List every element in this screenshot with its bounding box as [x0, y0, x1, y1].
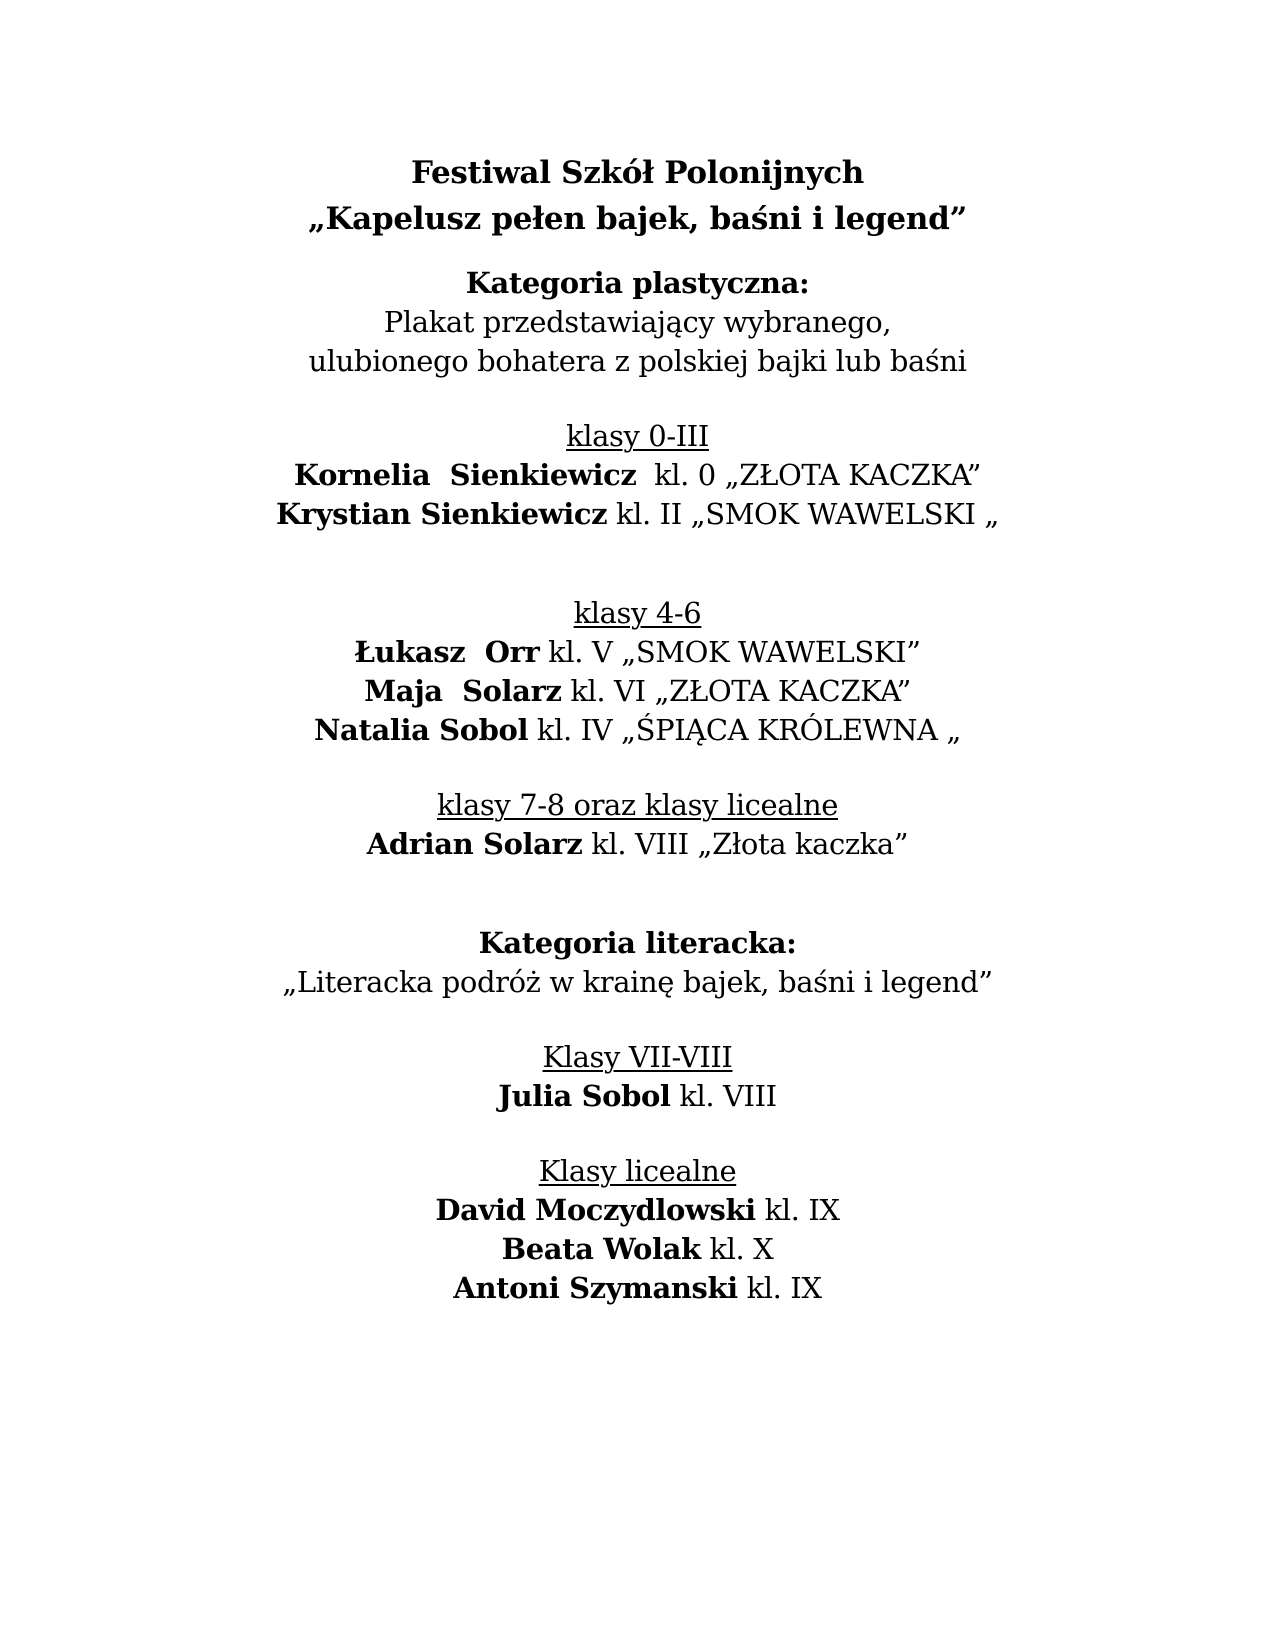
winner-entry: [0, 1191, 1275, 1230]
winner-detail: kl. VIII: [670, 1079, 777, 1113]
plastic-category-heading: Kategoria plastyczna:: [465, 266, 810, 300]
winner-entry: [0, 825, 1275, 864]
festival-subtitle: „Kapelusz pełen bajek, baśni i legend”: [307, 201, 967, 237]
festival-title: Festiwal Szkół Polonijnych: [410, 155, 865, 191]
winner-name: Łukasz Orr: [354, 635, 540, 669]
literary-description: „Literacka podróż w krainę bajek, baśni i legend”: [282, 965, 993, 999]
winner-entry: [0, 456, 1275, 495]
winner-entry: [0, 633, 1275, 672]
winner-entry: [0, 1077, 1275, 1116]
winner-detail: kl. VI „ZŁOTA KACZKA”: [561, 674, 911, 708]
literary-category-heading: Kategoria literacka:: [478, 926, 797, 960]
winner-name: Natalia Sobol: [313, 713, 529, 747]
winner-name: Antoni Szymanski: [453, 1271, 738, 1305]
group-label-vii-viii: Klasy VII-VIII: [542, 1040, 733, 1074]
group-label-lyceum: Klasy licealne: [538, 1154, 737, 1188]
group-label-4-6: klasy 4-6: [573, 596, 702, 630]
winner-entry: [0, 495, 1275, 534]
document-page: [0, 150, 1275, 1308]
winner-detail: kl. II „SMOK WAWELSKI „: [607, 497, 1000, 531]
winner-entry: [0, 1230, 1275, 1269]
winner-name: Krystian Sienkiewicz: [275, 497, 608, 531]
winner-detail: kl. IX: [737, 1271, 822, 1305]
group-label-7-8-lyceum: klasy 7-8 oraz klasy licealne: [436, 788, 839, 822]
winner-entry: [0, 711, 1275, 750]
plastic-description-line2: ulubionego bohatera z polskiej bajki lub baśni: [308, 344, 967, 378]
winner-detail: kl. 0 „ZŁOTA KACZKA”: [636, 458, 982, 492]
winner-detail: kl. VIII „Złota kaczka”: [582, 827, 909, 861]
plastic-description-line1: Plakat przedstawiający wybranego,: [383, 305, 892, 339]
winner-detail: kl. IV „ŚPIĄCA KRÓLEWNA „: [528, 713, 962, 747]
winner-name: David Moczydlowski: [435, 1193, 756, 1227]
winner-detail: kl. X: [700, 1232, 774, 1266]
winner-detail: kl. IX: [755, 1193, 840, 1227]
winner-name: Adrian Solarz: [366, 827, 583, 861]
group-label-0-3: klasy 0-III: [566, 419, 709, 453]
winner-entry: [0, 1269, 1275, 1308]
winner-name: Maja Solarz: [364, 674, 562, 708]
winner-detail: kl. V „SMOK WAWELSKI”: [539, 635, 921, 669]
winner-name: Julia Sobol: [498, 1079, 671, 1113]
winner-name: Beata Wolak: [501, 1232, 701, 1266]
winner-name: Kornelia Sienkiewicz: [293, 458, 637, 492]
winner-entry: [0, 672, 1275, 711]
